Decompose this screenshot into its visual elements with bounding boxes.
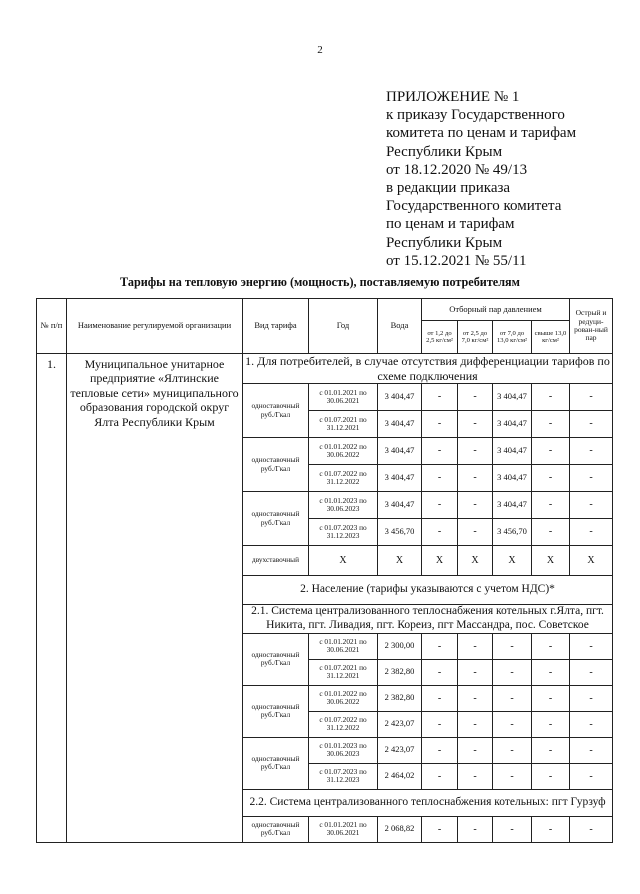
tariff-type: двухставочный <box>243 546 309 576</box>
steam-4-value: - <box>532 519 570 546</box>
appendix-line: по ценам и тарифам <box>386 216 515 233</box>
water-value: 2 300,00 <box>378 633 422 659</box>
sharp-steam-value: X <box>570 546 613 576</box>
steam-1-value: - <box>422 816 458 842</box>
steam-2-value: - <box>458 816 493 842</box>
steam-4-value: - <box>532 737 570 763</box>
steam-2-value: - <box>458 685 493 711</box>
appendix-line: Государственного комитета <box>386 198 562 215</box>
section-1-heading: 1. Для потребителей, в случае отсутствия дифференциации тарифов по схеме подключения <box>243 354 613 384</box>
water-value: 2 382,80 <box>378 685 422 711</box>
water-value: 3 404,47 <box>378 438 422 465</box>
steam-1-value: - <box>422 384 458 411</box>
steam-3-value: - <box>493 659 532 685</box>
water-value: 2 423,07 <box>378 711 422 737</box>
header-steam-3: от 7,0 до 13,0 кг/см² <box>493 321 532 354</box>
section-2-1-heading: 2.1. Система централизованного теплоснабжения котельных г.Ялта, пгт. Никита, пгт. Ливадия, пгт. Кореиз, пгт Массандра, пос. Советское <box>243 605 613 634</box>
tariff-type: одноставочный руб./Гкал <box>243 492 309 546</box>
sharp-steam-value: - <box>570 411 613 438</box>
water-value: 2 068,82 <box>378 816 422 842</box>
steam-3-value: - <box>493 737 532 763</box>
steam-1-value: - <box>422 711 458 737</box>
appendix-line: комитета по ценам и тарифам <box>386 125 577 142</box>
header-steam-4: свыше 13,0 кг/см² <box>532 321 570 354</box>
steam-4-value: - <box>532 465 570 492</box>
steam-3-value: 3 404,47 <box>493 384 532 411</box>
water-value: 3 404,47 <box>378 492 422 519</box>
steam-3-value: - <box>493 711 532 737</box>
period: с 01.01.2022 по 30.06.2022 <box>309 685 378 711</box>
section-2-2-heading: 2.2. Система централизованного теплоснабжения котельных: пгт Гурзуф <box>243 789 613 816</box>
steam-1-value: - <box>422 737 458 763</box>
steam-2-value: X <box>458 546 493 576</box>
header-steam-group: Отборный пар давлением <box>422 299 570 321</box>
appendix-header <box>386 88 626 270</box>
steam-2-value: - <box>458 633 493 659</box>
header-tariff-type: Вид тарифа <box>243 299 309 354</box>
steam-1-value: - <box>422 763 458 789</box>
year-value: X <box>309 546 378 576</box>
steam-3-value: - <box>493 633 532 659</box>
tariff-type: одноставочный руб./Гкал <box>243 816 309 842</box>
header-org: Наименование регулируемой организации <box>67 299 243 354</box>
steam-3-value: 3 404,47 <box>493 492 532 519</box>
steam-1-value: X <box>422 546 458 576</box>
steam-3-value: 3 404,47 <box>493 438 532 465</box>
steam-2-value: - <box>458 711 493 737</box>
period: с 01.01.2021 по 30.06.2021 <box>309 384 378 411</box>
appendix-line: Республики Крым <box>386 143 503 160</box>
appendix-line: от 15.12.2021 № 55/11 <box>386 252 527 269</box>
water-value: 3 456,70 <box>378 519 422 546</box>
header-steam-2: от 2,5 до 7,0 кг/см² <box>458 321 493 354</box>
tariff-type: одноставочный руб./Гкал <box>243 438 309 492</box>
sharp-steam-value: - <box>570 685 613 711</box>
water-value: 3 404,47 <box>378 411 422 438</box>
steam-1-value: - <box>422 519 458 546</box>
steam-3-value: - <box>493 763 532 789</box>
appendix-line: Республики Крым <box>386 234 503 251</box>
steam-2-value: - <box>458 465 493 492</box>
header-sharp-steam: Острый и редуци-рован-ный пар <box>570 299 613 354</box>
steam-3-value: X <box>493 546 532 576</box>
water-value: 2 382,80 <box>378 659 422 685</box>
tariff-type: одноставочный руб./Гкал <box>243 685 309 737</box>
tariff-table <box>36 298 613 843</box>
steam-4-value: - <box>532 438 570 465</box>
tariff-type: одноставочный руб./Гкал <box>243 737 309 789</box>
steam-2-value: - <box>458 659 493 685</box>
steam-1-value: - <box>422 659 458 685</box>
steam-3-value: 3 456,70 <box>493 519 532 546</box>
steam-1-value: - <box>422 411 458 438</box>
sharp-steam-value: - <box>570 659 613 685</box>
sharp-steam-value: - <box>570 438 613 465</box>
document-title: Тарифы на тепловую энергию (мощность), поставляемую потребителям <box>120 275 520 289</box>
header-year: Год <box>309 299 378 354</box>
steam-4-value: - <box>532 816 570 842</box>
steam-1-value: - <box>422 465 458 492</box>
period: с 01.07.2021 по 31.12.2021 <box>309 411 378 438</box>
row-number: 1. <box>37 354 67 843</box>
steam-2-value: - <box>458 411 493 438</box>
steam-4-value: - <box>532 492 570 519</box>
water-value: 2 464,02 <box>378 763 422 789</box>
steam-2-value: - <box>458 737 493 763</box>
period: с 01.01.2023 по 30.06.2023 <box>309 737 378 763</box>
water-value: X <box>378 546 422 576</box>
tariff-type: одноставочный руб./Гкал <box>243 633 309 685</box>
sharp-steam-value: - <box>570 711 613 737</box>
period: с 01.07.2022 по 31.12.2022 <box>309 711 378 737</box>
period: с 01.01.2023 по 30.06.2023 <box>309 492 378 519</box>
period: с 01.07.2021 по 31.12.2021 <box>309 659 378 685</box>
period: с 01.07.2022 по 31.12.2022 <box>309 465 378 492</box>
period: с 01.07.2023 по 31.12.2023 <box>309 763 378 789</box>
steam-1-value: - <box>422 492 458 519</box>
sharp-steam-value: - <box>570 816 613 842</box>
period: с 01.01.2021 по 30.06.2021 <box>309 633 378 659</box>
steam-4-value: X <box>532 546 570 576</box>
sharp-steam-value: - <box>570 465 613 492</box>
steam-4-value: - <box>532 384 570 411</box>
tariff-type: одноставочный руб./Гкал <box>243 384 309 438</box>
appendix-line: к приказу Государственного <box>386 107 565 124</box>
steam-3-value: - <box>493 685 532 711</box>
period: с 01.07.2023 по 31.12.2023 <box>309 519 378 546</box>
period: с 01.01.2021 по 30.06.2021 <box>309 816 378 842</box>
appendix-line: в редакции приказа <box>386 180 511 197</box>
steam-3-value: 3 404,47 <box>493 465 532 492</box>
steam-4-value: - <box>532 659 570 685</box>
section-2-heading: 2. Население (тарифы указываются с учетом НДС)* <box>243 576 613 605</box>
header-water: Вода <box>378 299 422 354</box>
steam-4-value: - <box>532 711 570 737</box>
steam-2-value: - <box>458 492 493 519</box>
water-value: 2 423,07 <box>378 737 422 763</box>
steam-2-value: - <box>458 519 493 546</box>
steam-2-value: - <box>458 384 493 411</box>
steam-4-value: - <box>532 633 570 659</box>
sharp-steam-value: - <box>570 492 613 519</box>
header-num: № п/п <box>37 299 67 354</box>
water-value: 3 404,47 <box>378 384 422 411</box>
period: с 01.01.2022 по 30.06.2022 <box>309 438 378 465</box>
sharp-steam-value: - <box>570 763 613 789</box>
sharp-steam-value: - <box>570 633 613 659</box>
steam-4-value: - <box>532 411 570 438</box>
steam-2-value: - <box>458 438 493 465</box>
steam-2-value: - <box>458 763 493 789</box>
page-number: 2 <box>317 44 323 56</box>
appendix-line: от 18.12.2020 № 49/13 <box>386 161 528 178</box>
steam-1-value: - <box>422 633 458 659</box>
sharp-steam-value: - <box>570 384 613 411</box>
steam-1-value: - <box>422 685 458 711</box>
water-value: 3 404,47 <box>378 465 422 492</box>
steam-3-value: - <box>493 816 532 842</box>
sharp-steam-value: - <box>570 737 613 763</box>
steam-4-value: - <box>532 685 570 711</box>
steam-4-value: - <box>532 763 570 789</box>
appendix-heading: ПРИЛОЖЕНИЕ № 1 <box>386 89 520 105</box>
steam-1-value: - <box>422 438 458 465</box>
steam-3-value: 3 404,47 <box>493 411 532 438</box>
organization-name: Муниципальное унитарное предприятие «Ялтинские тепловые сети» муниципального образования городской округ Ялта Республики Крым <box>67 354 243 843</box>
header-steam-1: от 1,2 до 2,5 кг/см² <box>422 321 458 354</box>
sharp-steam-value: - <box>570 519 613 546</box>
